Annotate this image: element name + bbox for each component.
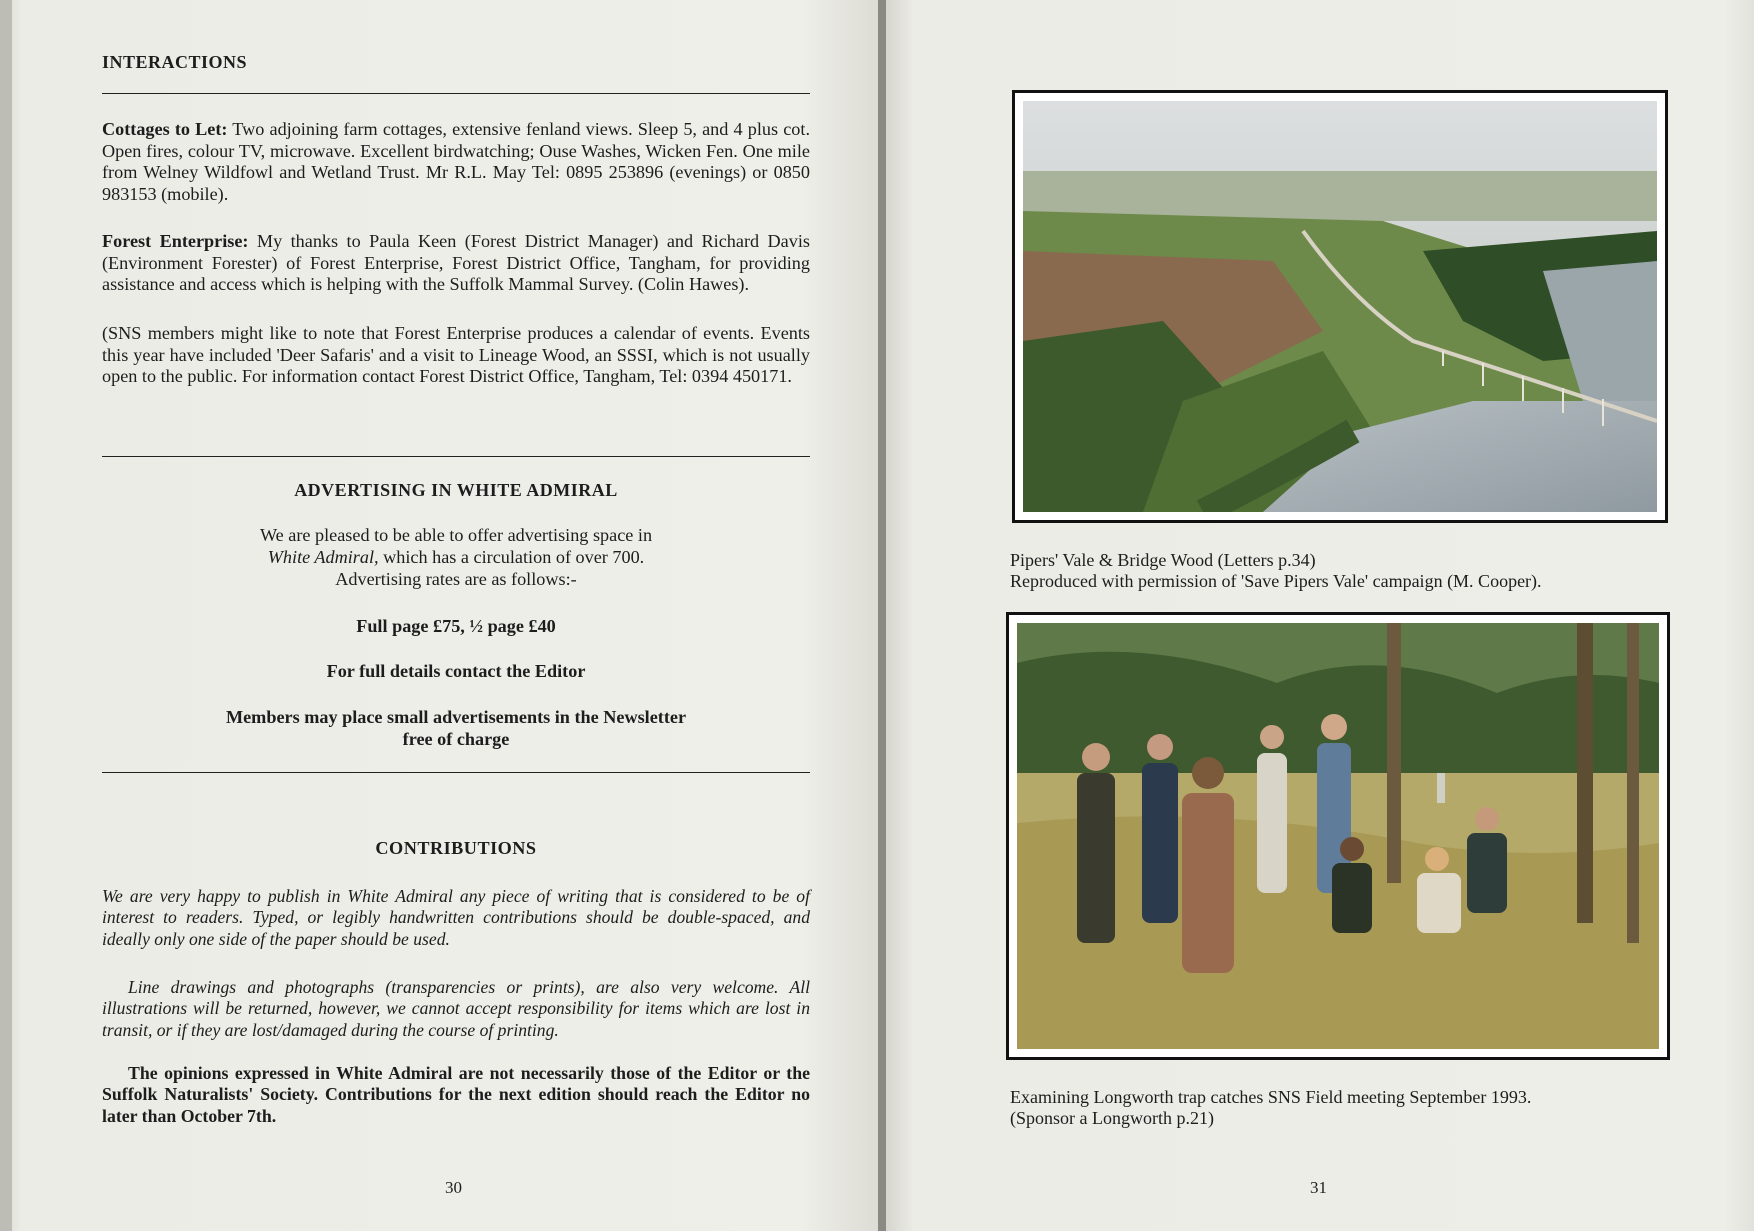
advertising-line-3: Advertising rates are as follows:- <box>335 569 577 589</box>
cottages-text: Two adjoining farm cottages, extensive fenland views. Sleep 5, and 4 plus cot. Open fires, colour TV, microwave. Excellent birdwatching; Ouse Washes, Wicken Fen. One mile from Welney Wildfowl and Wetland Trust. Mr R.L. May Tel: 0895 253896 (evenings) or 0850 983153 (mobile). <box>102 119 810 204</box>
divider <box>102 93 810 94</box>
photo-frame-aerial <box>1012 90 1668 523</box>
aerial-photo-bridge-wood <box>1023 101 1657 512</box>
book-gutter <box>878 0 886 1231</box>
publication-name: White Admiral, <box>267 547 379 567</box>
advertising-line-2 <box>102 547 810 569</box>
divider <box>102 456 810 457</box>
contributions-paragraph-2: Line drawings and photographs (transparencies or prints), are also very welcome. All illustrations will be returned, however, we cannot accept responsibility for items which are lost in transit, or if they are lost/damaged during the course of printing. <box>102 977 810 1040</box>
advertising-members-2: free of charge <box>402 729 510 749</box>
caption-field-meeting-line-2: (Sponsor a Longworth p.21) <box>1010 1108 1214 1128</box>
advertising-details: For full details contact the Editor <box>326 661 586 681</box>
forest-label: Forest Enterprise: <box>102 231 249 251</box>
page-number-right: 31 <box>1310 1178 1327 1197</box>
advertising-line-1: We are pleased to be able to offer advertising space in <box>259 525 653 545</box>
divider <box>102 772 810 773</box>
cottages-paragraph <box>102 119 810 205</box>
forest-note: (SNS members might like to note that Forest Enterprise produces a calendar of events. Events this year have included 'Deer Safaris' and a visit to Lineage Wood, an SSSI, which is not usually open to the public. For information contact Forest District Office, Tangham, Tel: 0394 450171. <box>102 323 810 387</box>
caption-aerial <box>1010 550 1542 592</box>
caption-aerial-line-1: Pipers' Vale & Bridge Wood (Letters p.34) <box>1010 550 1316 570</box>
caption-field-meeting <box>1010 1087 1531 1129</box>
advertising-members: Members may place small advertisements in the Newsletter <box>225 707 687 727</box>
advertising-rates: Full page £75, ½ page £40 <box>356 616 556 636</box>
advertising-title: ADVERTISING IN WHITE ADMIRAL <box>294 480 618 500</box>
contributions-paragraph-1: We are very happy to publish in White Admiral any piece of writing that is considered to be of interest to readers. Typed, or legibly handwritten contributions should be double-spaced, and ideally only one side of the paper should be used. <box>102 886 810 949</box>
caption-aerial-line-2: Reproduced with permission of 'Save Pipers Vale' campaign (M. Cooper). <box>1010 571 1542 591</box>
page-edge <box>0 0 12 1231</box>
section-title: INTERACTIONS <box>102 52 248 72</box>
photo-frame-field-meeting <box>1006 612 1670 1060</box>
forest-text: My thanks to Paula Keen (Forest District Manager) and Richard Davis (Environment Forester) of Forest Enterprise, Forest District Office, Tangham, for providing assistance and access which is helping with the Suffolk Mammal Survey. (Colin Hawes). <box>102 231 810 295</box>
contributions-title: CONTRIBUTIONS <box>375 838 537 858</box>
caption-field-meeting-line-1: Examining Longworth trap catches SNS Field meeting September 1993. <box>1010 1087 1532 1107</box>
page-number-left: 30 <box>445 1178 462 1197</box>
field-meeting-photo <box>1017 623 1659 1049</box>
circulation-text: which has a circulation of over 700. <box>378 547 645 567</box>
cottages-label: Cottages to Let: <box>102 119 228 139</box>
contributions-paragraph-3: The opinions expressed in White Admiral are not necessarily those of the Editor or the Suffolk Naturalists' Society. Contributions for the next edition should reach the Editor no later than October 7th. <box>102 1063 810 1126</box>
forest-paragraph <box>102 231 810 296</box>
